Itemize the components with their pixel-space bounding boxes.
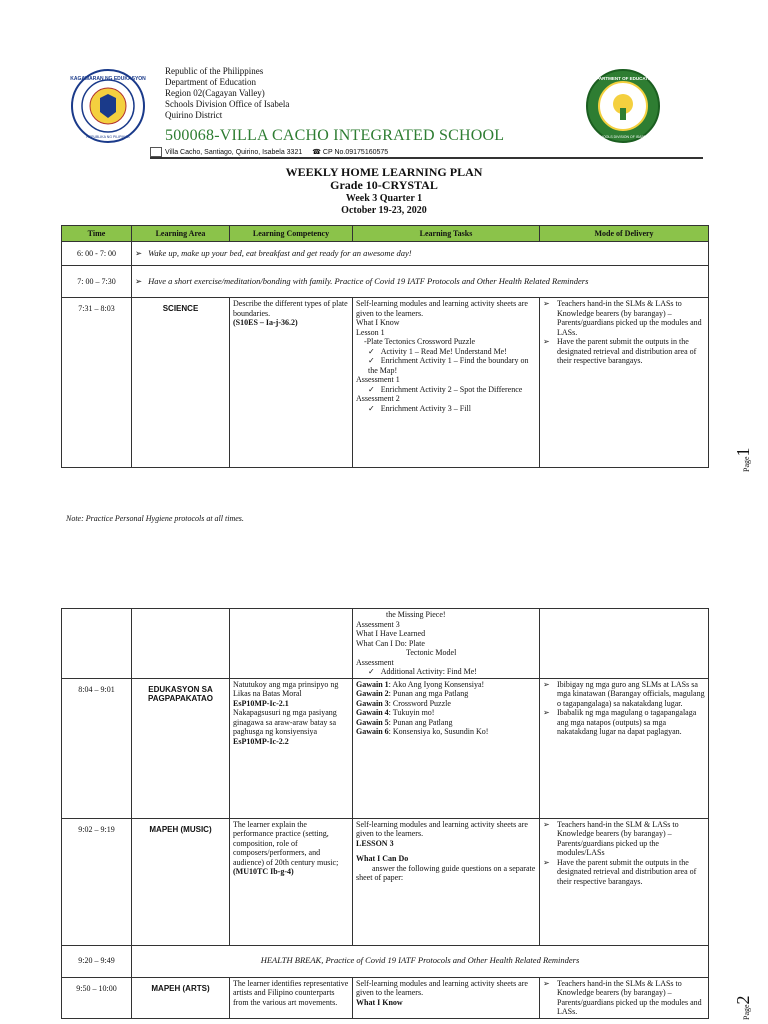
right-seal-bottom: SCHOOLS DIVISION OF ISABELA: [595, 135, 651, 139]
gawain-text: : Ako Ang Iyong Konsensiya!: [388, 679, 485, 689]
competency-text: Natutukoy ang mga prinsipyo ng Likas na Batas Moral: [233, 679, 339, 698]
table-row-science: [62, 298, 709, 468]
cont-area: [132, 609, 230, 679]
page-number-1: [733, 447, 754, 472]
plan-dates: October 19-23, 2020: [341, 205, 427, 216]
gawain-text: : Konsensiya ko, Susundin Ko!: [388, 727, 489, 736]
gawain-line: [356, 727, 536, 737]
row-time: 9:20 – 9:49: [62, 945, 132, 977]
gawain-label: Gawain 6: [356, 727, 389, 736]
page-gap: [0, 592, 768, 600]
left-seal-text: KAGAWARAN NG EDUKASYON: [70, 76, 146, 82]
gawain-line: [356, 699, 536, 709]
row-area: SCIENCE: [132, 298, 230, 468]
tasks-line: Tectonic Model: [406, 648, 457, 657]
plan-table-page2: [61, 608, 709, 1019]
col-time: Time: [62, 226, 132, 242]
span-text: ➢ Wake up, make up your bed, eat breakfast and get ready for an awesome day!: [135, 248, 412, 258]
mode-list: [543, 299, 705, 366]
tasks-line: Assessment 3: [356, 619, 400, 629]
list-item: ➢ Ibabalik ng mga magulang o tagapangalaga ang mga natapos (outputs) sa mga nakatakdang lugar na dapat paglagyan.: [543, 708, 705, 737]
left-seal-bottom: REPUBLIKA NG PILIPINAS: [86, 135, 130, 139]
row-span-text: [132, 945, 709, 977]
tasks-intro: Self-learning modules and learning activity sheets are given to the learners.: [356, 819, 528, 838]
col-mode-of-delivery: Mode of Delivery: [540, 226, 709, 242]
right-seal-text: DEPARTMENT OF EDUCATION: [589, 76, 657, 81]
list-item: ➢ Have the parent submit the outputs in the designated retrieval and distribution area of their respective barangays.: [543, 858, 705, 887]
tasks-intro: Self-learning modules and learning activity sheets are given to the learners.: [356, 299, 528, 318]
tasks-line: Assessment 1: [356, 375, 400, 384]
plan-table-page1: [61, 225, 709, 468]
tasks-list: [356, 347, 536, 376]
gawain-text: : Punan ang mga Patlang: [388, 689, 469, 698]
span-text: ➢ Have a short exercise/meditation/bonding with family. Practice of Covid 19 IATF Protocols and Other Health Related Reminders: [135, 276, 588, 286]
header-line: Schools Division Office of Isabela: [165, 99, 290, 109]
header-line: Department of Education: [165, 77, 256, 87]
list-item: ➢ Teachers hand-in the SLMs & LASs to Knowledge bearers (by barangay) – Parents/guardians picked up the modules and LASs.: [543, 979, 705, 1017]
cont-mode: [540, 609, 709, 679]
gawain-line: [356, 718, 536, 728]
cont-time: [62, 609, 132, 679]
tasks-line: What I Have Learned: [356, 629, 426, 638]
gawain-line: [356, 708, 536, 718]
phone: [312, 148, 388, 156]
tasks-line: answer the following guide questions on a separate sheet of paper:: [356, 863, 536, 882]
tasks-list: [356, 667, 536, 677]
span-text: HEALTH BREAK, Practice of Covid 19 IATF Protocols and Other Health Related Reminders: [260, 955, 580, 966]
competency-text: The learner explain the performance practice (setting, composition, role of composers/performers, and audience) of 20th century music;: [233, 819, 339, 867]
deped-seal-logo: [70, 68, 146, 144]
table-row-music: [62, 818, 709, 945]
list-item: ✓ Additional Activity: Find Me!: [368, 667, 536, 677]
header-line: Quirino District: [165, 110, 223, 120]
gawain-line: [356, 680, 536, 690]
mode-list: [543, 680, 705, 737]
tasks-line: the Missing Piece!: [386, 610, 446, 619]
tasks-list: [356, 404, 536, 414]
cont-tasks: [353, 609, 540, 679]
phone-icon: ☎: [312, 149, 323, 156]
page-label: Page: [742, 456, 751, 472]
tasks-line: Lesson 1: [356, 327, 385, 337]
row-competency: The learner identifies representative artists and Filipino counterparts from the various art movements.: [230, 977, 353, 1018]
gawain-label: Gawain 3: [356, 698, 389, 708]
gawain-label: Gawain 4: [356, 708, 389, 717]
tasks-line: What I Know: [356, 997, 403, 1007]
tasks-line: What Can I Do: Plate: [356, 638, 425, 648]
note-text: Note: Practice Personal Hygiene protocols at all times.: [66, 514, 244, 523]
tasks-line: What I Can Do: [356, 854, 409, 863]
competency-text: Nakapagsusuri ng mga pasiyang ginagawa sa araw-araw batay sa paghusga ng konsiyensiya: [233, 708, 337, 736]
list-item: ✓ Activity 1 – Read Me! Understand Me!: [368, 347, 536, 357]
header-lines: [165, 66, 289, 121]
page-num: 1: [733, 447, 753, 457]
list-item: ➢ Ibibigay ng mga guro ang SLMs at LASs sa mga kinatawan (Barangay officials, magulang o tagapangalaga) sa nakatakdang lugar.: [543, 680, 705, 709]
tasks-line: What I Know: [356, 318, 400, 327]
home-icon: [150, 147, 162, 157]
competency-code: EsP10MP-Ic-2.2: [233, 736, 289, 746]
page-2: [0, 600, 768, 1024]
row-tasks: [353, 678, 540, 818]
competency-code: (MU10TC Ib-g-4): [233, 867, 294, 876]
table-row: [62, 266, 709, 298]
row-area: MAPEH (ARTS): [132, 977, 230, 1018]
gawain-line: [356, 689, 536, 699]
tasks-line: -Plate Tectonics Crossword Puzzle: [364, 337, 476, 346]
list-item: ✓ Enrichment Activity 3 – Fill: [368, 404, 536, 414]
row-tasks: [353, 298, 540, 468]
competency-text: Describe the different types of plate boundaries.: [233, 299, 348, 318]
row-mode: [540, 818, 709, 945]
row-competency: [230, 678, 353, 818]
row-competency: [230, 298, 353, 468]
table-header-row: [62, 226, 709, 242]
row-time: 9:02 – 9:19: [62, 818, 132, 945]
col-learning-area: Learning Area: [132, 226, 230, 242]
school-name: 500068-VILLA CACHO INTEGRATED SCHOOL: [165, 127, 505, 144]
gawain-text: : Tukuyin mo!: [388, 708, 435, 717]
competency-code: (S10ES – Ia-j-36.2): [233, 318, 298, 327]
header-line: Republic of the Philippines: [165, 66, 264, 76]
row-mode: [540, 678, 709, 818]
header-divider: [150, 157, 703, 159]
phone-text: CP No.09175160575: [322, 149, 389, 156]
table-row-continued: [62, 609, 709, 679]
list-item: ➢ Have the parent submit the outputs in the designated retrieval and distribution area of their respective barangays.: [543, 337, 705, 366]
table-row-break: [62, 945, 709, 977]
gawain-text: : Crossword Puzzle: [388, 698, 451, 708]
row-area: EDUKASYON SA PAGPAPAKATAO: [132, 678, 230, 818]
address: [150, 147, 302, 157]
row-span-text: [132, 266, 709, 298]
tasks-intro: Self-learning modules and learning activity sheets are given to the learners.: [356, 978, 528, 997]
row-tasks: [353, 818, 540, 945]
row-time: 9:50 – 10:00: [62, 977, 132, 1018]
gawain-label: Gawain 5: [356, 717, 389, 727]
row-mode: [540, 298, 709, 468]
cont-competency: [230, 609, 353, 679]
header-line: Region 02(Cagayan Valley): [165, 88, 265, 98]
col-learning-competency: Learning Competency: [230, 226, 353, 242]
row-competency: [230, 818, 353, 945]
plan-week: Week 3 Quarter 1: [345, 193, 423, 204]
contact-line: [150, 147, 388, 157]
tasks-list: [356, 385, 536, 395]
row-time: 8:04 – 9:01: [62, 678, 132, 818]
gawain-label: Gawain 1: [356, 679, 389, 689]
list-item: ➢ Teachers hand-in the SLMs & LASs to Knowledge bearers (by barangay) – Parents/guardians picked up the modules and LASs.: [543, 299, 705, 337]
row-area: MAPEH (MUSIC): [132, 818, 230, 945]
row-time: 7: 00 – 7:30: [62, 266, 132, 298]
table-row-arts: [62, 977, 709, 1018]
table-row-esp: [62, 678, 709, 818]
row-time: 6: 00 - 7: 00: [62, 242, 132, 266]
col-learning-tasks: Learning Tasks: [353, 226, 540, 242]
tasks-line: LESSON 3: [356, 838, 394, 848]
plan-title: WEEKLY HOME LEARNING PLAN: [285, 165, 483, 179]
gawain-text: : Punan ang Patlang: [388, 717, 453, 727]
row-time: 7:31 – 8:03: [62, 298, 132, 468]
mode-list: [543, 979, 705, 1017]
row-span-text: [132, 242, 709, 266]
list-item: ➢ Teachers hand-in the SLM & LASs to Knowledge bearers (by barangay) – Parents/guardians picked up the modules/LASs: [543, 820, 705, 858]
address-text: Villa Cacho, Santiago, Quirino, Isabela 3321: [165, 148, 303, 156]
mode-list: [543, 820, 705, 887]
table-row: [62, 242, 709, 266]
tasks-line: Assessment 2: [356, 394, 400, 403]
row-tasks: [353, 977, 540, 1018]
list-item: ✓ Enrichment Activity 1 – Find the boundary on the Map!: [368, 356, 536, 375]
tasks-line: Assessment: [356, 657, 394, 667]
list-item: ✓ Enrichment Activity 2 – Spot the Difference: [368, 385, 536, 395]
division-seal-logo: [585, 68, 661, 144]
competency-code: EsP10MP-Ic-2.1: [233, 698, 289, 708]
plan-grade: Grade 10-CRYSTAL: [330, 178, 438, 192]
gawain-label: Gawain 2: [356, 689, 389, 698]
page-number-2: [733, 995, 754, 1020]
page-num: 2: [733, 995, 753, 1005]
page-label: Page: [742, 1004, 751, 1020]
row-mode: [540, 977, 709, 1018]
